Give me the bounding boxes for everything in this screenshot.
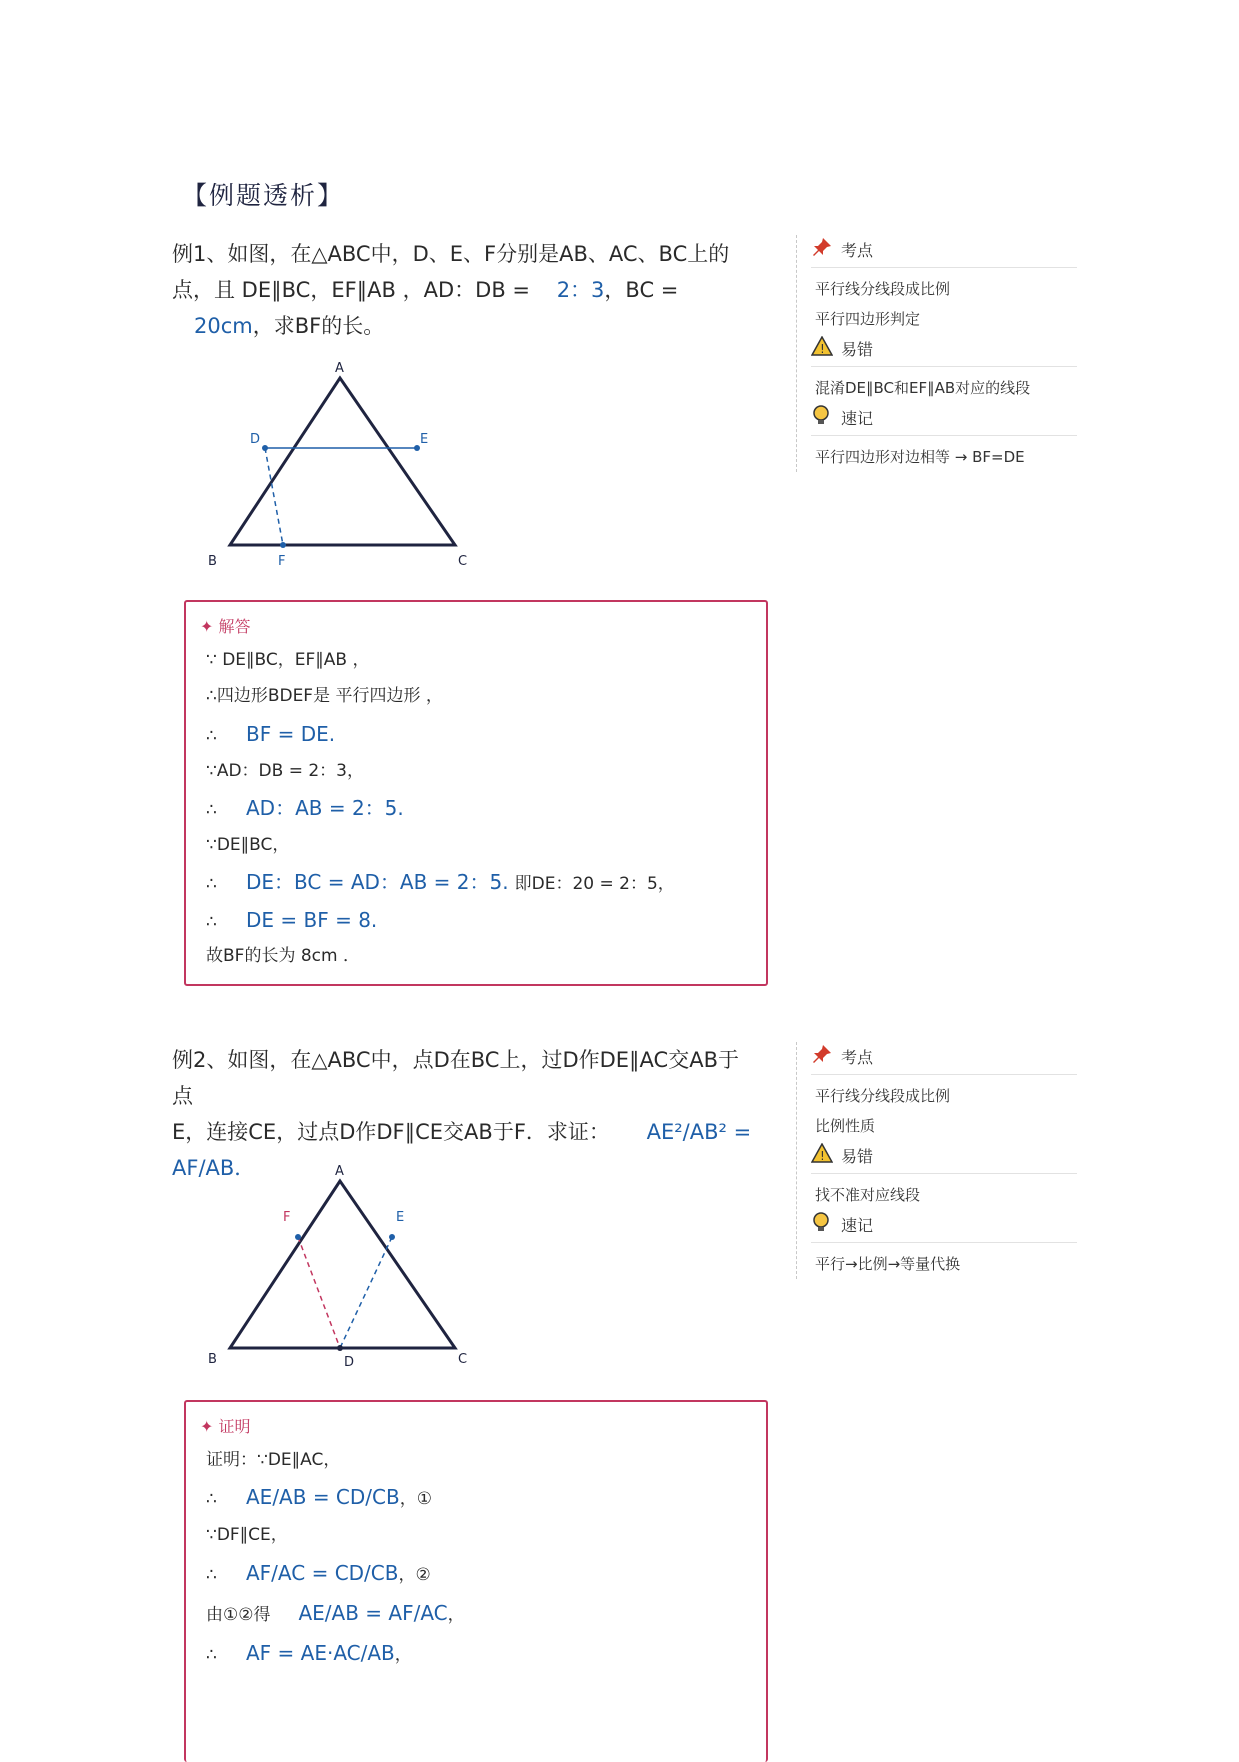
example2-question-line3: AF/AB． (172, 1156, 256, 1180)
suji-label: 速记 (841, 1215, 874, 1235)
q1-text-c: ，BC = (604, 278, 679, 302)
suji-header (811, 1210, 1077, 1238)
yicuo-header (811, 334, 1077, 362)
warning-icon (811, 1143, 835, 1167)
q1-text-b: ，求BF的长。 (252, 314, 385, 338)
point-f (280, 542, 286, 548)
kaodian-item: 平行线分线段成比例 (815, 1087, 951, 1105)
example1-question-line2 (172, 272, 757, 308)
yicuo-header (811, 1141, 1077, 1169)
proof-line: ∵DF∥CE， (206, 1525, 288, 1545)
solution-line: ∵ DE∥BC，EF∥AB ， (206, 650, 370, 670)
example2-figure (200, 1163, 480, 1373)
proof-line: ∴ AE/AB = CD/CB，① (206, 1485, 432, 1509)
proof-line: ∴ AF = AE·AC/AB， (206, 1641, 412, 1665)
example1-figure (200, 360, 480, 570)
label-d: D (250, 432, 261, 447)
example2-proof-box (184, 1400, 768, 1762)
pin-icon (811, 1043, 835, 1069)
label-b: B (208, 1352, 217, 1367)
q1-ratio: 2：3 (556, 278, 605, 302)
label-e: E (420, 432, 429, 447)
example1-solution-box (184, 600, 768, 986)
svg-text:!: ! (820, 1149, 825, 1163)
kaodian-item: 平行四边形判定 (815, 310, 921, 328)
suji-item: 平行→比例→等量代换 (815, 1255, 961, 1273)
suji-item: 平行四边形对边相等 → BF=DE (815, 448, 1025, 466)
lightbulb-icon (811, 404, 835, 430)
point-e (389, 1234, 395, 1240)
segment-df (265, 448, 283, 545)
suji-header (811, 403, 1077, 431)
yicuo-label: 易错 (841, 339, 874, 359)
label-e: E (396, 1210, 405, 1225)
example1-question (172, 236, 757, 344)
page-heading: 【例题透析】 (182, 181, 345, 210)
proof-line: 由①②得 AE/AB = AF/AC， (206, 1601, 465, 1625)
kaodian-label: 考点 (841, 240, 874, 260)
warning-icon (811, 336, 835, 360)
triangle-abc (230, 378, 455, 545)
q1-text-a: 点，且 DE∥BC，EF∥AB ，AD：DB = (172, 278, 530, 302)
example1-question-line3 (172, 308, 757, 344)
label-f: F (278, 554, 286, 569)
solution-line: ∵AD：DB = 2：3， (206, 761, 364, 781)
pin-icon (811, 236, 835, 262)
yicuo-item: 找不准对应线段 (815, 1186, 921, 1204)
label-a: A (335, 361, 344, 376)
example2-question-line2 (172, 1114, 757, 1150)
q1-bc-value: 20cm (194, 314, 253, 338)
kaodian-item: 平行线分线段成比例 (815, 280, 951, 298)
suji-label: 速记 (841, 408, 874, 428)
label-a: A (335, 1164, 344, 1179)
solution-line: ∴ DE：BC = AD：AB = 2：5. 即DE：20 = 2：5， (206, 870, 675, 894)
segment-de (340, 1237, 392, 1348)
q2-formula: AE²/AB² = (646, 1120, 752, 1144)
proof-line: ∴ AF/AC = CD/CB，② (206, 1561, 431, 1585)
point-f (295, 1234, 301, 1240)
yicuo-label: 易错 (841, 1146, 874, 1166)
proof-title: ✦ 证明 (200, 1417, 251, 1436)
q2-text-a: E，连接CE，过点D作DF∥CE交AB于F．求证： (172, 1120, 610, 1144)
label-c: C (458, 554, 468, 569)
example1-question-line1: 例1、如图，在△ABC中，D、E、F分别是AB、AC、BC上的 (172, 242, 730, 266)
kaodian-header (811, 1042, 1077, 1070)
proof-line: 证明：∵DE∥AC， (206, 1450, 341, 1470)
kaodian-header (811, 235, 1077, 263)
label-b: B (208, 554, 217, 569)
svg-text:!: ! (820, 342, 825, 356)
point-d (337, 1345, 343, 1351)
example2-question-line1: 例2、如图，在△ABC中，点D在BC上，过D作DE∥AC交AB于点 (172, 1048, 739, 1108)
solution-line: ∵DE∥BC， (206, 835, 290, 855)
label-c: C (458, 1352, 468, 1367)
solution-line: ∴ BF = DE. (206, 722, 336, 746)
solution-title: ✦ 解答 (200, 617, 251, 636)
solution-line: ∴ DE = BF = 8. (206, 908, 378, 932)
kaodian-item: 比例性质 (815, 1117, 876, 1135)
label-d: D (344, 1355, 355, 1370)
lightbulb-icon (811, 1211, 835, 1237)
solution-line: ∴四边形BDEF是 平行四边形 ， (206, 686, 443, 706)
solution-line: ∴ AD：AB = 2：5. (206, 796, 404, 820)
example2-sidebar (796, 1042, 1077, 1279)
segment-df (298, 1237, 340, 1348)
yicuo-item: 混淆DE∥BC和EF∥AB对应的线段 (815, 379, 1031, 397)
solution-line: 故BF的长为 8cm ． (206, 946, 360, 966)
point-d (262, 445, 268, 451)
example1-sidebar (796, 235, 1077, 472)
triangle-abc (230, 1181, 455, 1348)
label-f: F (283, 1210, 291, 1225)
kaodian-label: 考点 (841, 1047, 874, 1067)
